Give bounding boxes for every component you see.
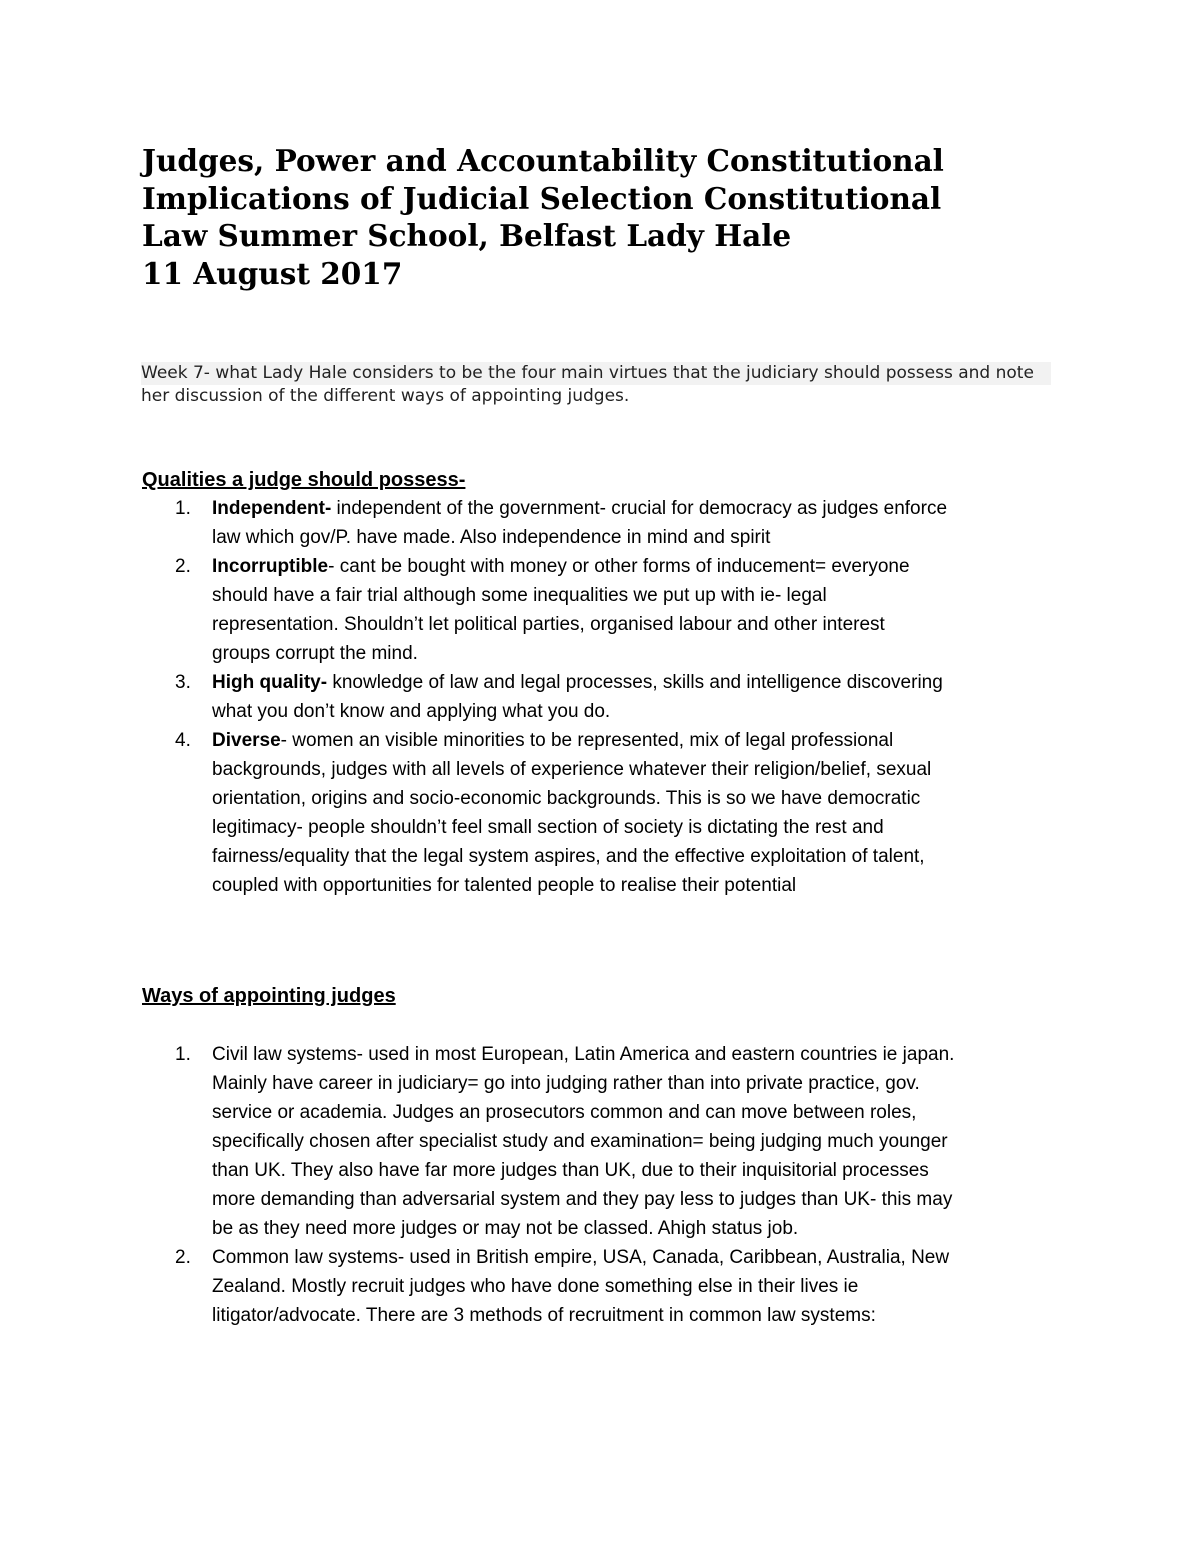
list-line: than UK. They also have far more judges than UK, due to their inquisitorial processes: [212, 1160, 929, 1181]
list-line: representation. Shouldn’t let political parties, organised labour and other interest: [212, 614, 885, 635]
quality-term: Incorruptible: [212, 556, 329, 577]
list-line: fairness/equality that the legal system aspires, and the effective exploitation of talent,: [212, 846, 925, 867]
list-text: - women an visible minorities to be represented, mix of legal professional: [280, 730, 894, 751]
list-number: 2.: [175, 1247, 191, 1268]
intro-line: Week 7- what Lady Hale considers to be the four main virtues that the judiciary should possess and note: [141, 362, 1051, 385]
appointing-list: [142, 1040, 1072, 1330]
list-text: - cant be bought with money or other forms of inducement= everyone: [328, 556, 910, 577]
list-line: coupled with opportunities for talented people to realise their potential: [212, 875, 797, 896]
list-line: litigator/advocate. There are 3 methods of recruitment in common law systems:: [212, 1305, 876, 1326]
list-item: [142, 494, 1072, 552]
title-line: Implications of Judicial Selection Constitutional: [142, 180, 942, 216]
list-item: [142, 1243, 1072, 1330]
list-line: law which gov/P. have made. Also independence in mind and spirit: [212, 527, 771, 548]
list-line: legitimacy- people shouldn’t feel small section of society is dictating the rest and: [212, 817, 884, 838]
list-line: more demanding than adversarial system and they pay less to judges than UK- this may: [212, 1189, 953, 1210]
list-line: orientation, origins and socio-economic backgrounds. This is so we have democratic: [212, 788, 921, 809]
title-line: 11 August 2017: [142, 255, 403, 291]
list-line: Civil law systems- used in most European, Latin America and eastern countries ie japan.: [212, 1044, 955, 1065]
list-line: groups corrupt the mind.: [212, 643, 418, 664]
quality-term: Diverse: [212, 730, 281, 751]
title-line: Law Summer School, Belfast Lady Hale: [142, 218, 792, 253]
list-item: [142, 552, 1072, 668]
qualities-list: [142, 494, 1072, 900]
list-number: 2.: [175, 556, 191, 577]
quality-term: Independent-: [212, 498, 332, 519]
list-text: knowledge of law and legal processes, skills and intelligence discovering: [327, 672, 943, 693]
list-number: 1.: [175, 1044, 191, 1065]
list-line: Mainly have career in judiciary= go into judging rather than into private practice, gov.: [212, 1073, 920, 1094]
list-line: Zealand. Mostly recruit judges who have done something else in their lives ie: [212, 1276, 859, 1297]
list-text: independent of the government- crucial for democracy as judges enforce: [331, 498, 948, 519]
quality-term: High quality-: [212, 672, 328, 693]
list-line: specifically chosen after specialist study and examination= being judging much younger: [212, 1131, 948, 1152]
list-line: should have a fair trial although some inequalities we put up with ie- legal: [212, 585, 827, 606]
list-line: Common law systems- used in British empire, USA, Canada, Caribbean, Australia, New: [212, 1247, 950, 1268]
intro-line: her discussion of the different ways of appointing judges.: [141, 385, 630, 406]
list-line: [212, 552, 1072, 581]
list-line: [212, 494, 1072, 523]
qualities-heading: Qualities a judge should possess-: [142, 469, 466, 491]
list-item: [142, 726, 1072, 900]
intro-paragraph: [141, 362, 1051, 407]
document-title: [142, 142, 1042, 292]
list-item: [142, 1040, 1072, 1243]
title-line: Judges, Power and Accountability Constitutional: [142, 143, 944, 178]
list-line: backgrounds, judges with all levels of experience whatever their religion/belief, sexual: [212, 759, 932, 780]
appointing-heading: Ways of appointing judges: [142, 985, 396, 1007]
list-number: 1.: [175, 498, 191, 519]
list-line: be as they need more judges or may not be classed. Ahigh status job.: [212, 1218, 799, 1239]
list-line: [212, 726, 1072, 755]
list-line: service or academia. Judges an prosecutors common and can move between roles,: [212, 1102, 917, 1123]
list-number: 4.: [175, 730, 191, 751]
list-item: [142, 668, 1072, 726]
list-number: 3.: [175, 672, 191, 693]
list-line: what you don’t know and applying what you do.: [212, 701, 611, 722]
list-line: [212, 668, 1072, 697]
